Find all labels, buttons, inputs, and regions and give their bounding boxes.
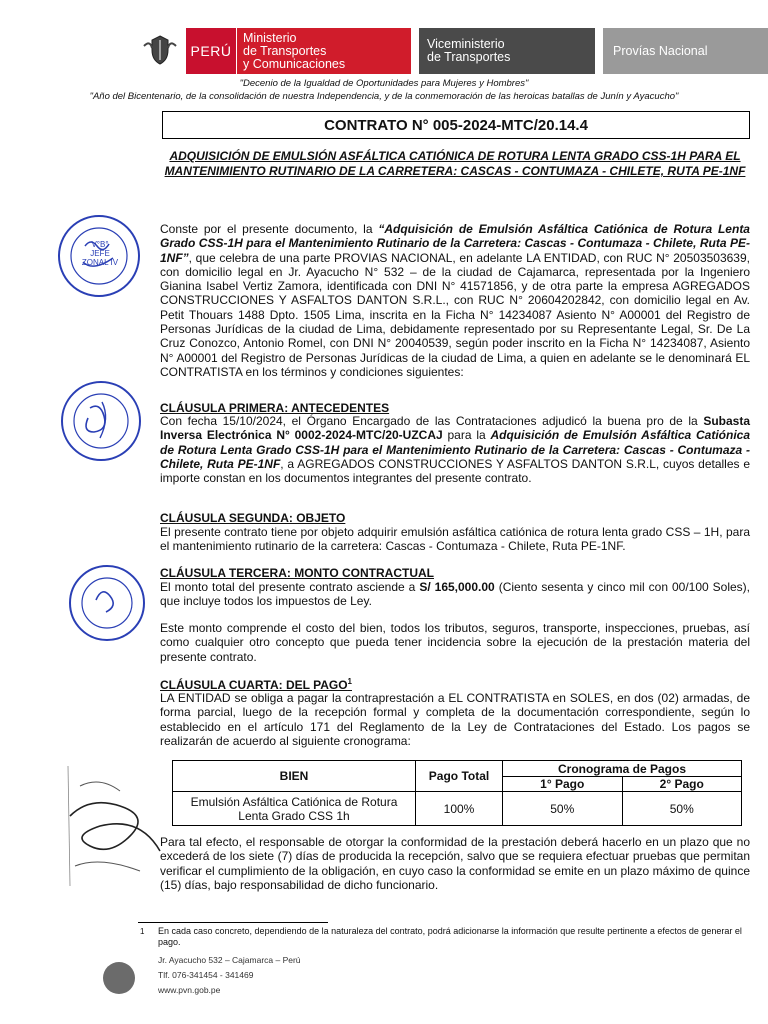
address-line: Jr. Ayacucho 532 – Cajamarca – Perú xyxy=(158,955,301,965)
anio-text: "Año del Bicentenario, de la consolidación de nuestra Independencia, y de la conmemoración de las heroicas batallas de Junín y Ayacucho" xyxy=(89,91,679,102)
viceministry-label xyxy=(419,28,595,74)
clausula-tercera-text-2: Este monto comprende el costo del bien, todos los tributos, seguros, transporte, inspecciones, pruebas, así como cualquier otro concepto que pueda tener incidencia sobre la ejecución de la prestación materia del presente contrato. xyxy=(160,621,750,664)
th-pago-2: 2° Pago xyxy=(622,777,742,792)
intro-part-3: , que celebra de una parte PROVIAS NACIONAL, en adelante LA ENTIDAD, con RUC N° 20503503639, con domicilio legal en Jr. Ayacucho N° 532 – de la ciudad de Cajamarca, representada por la Ingeniero Gianina Isabel Vertiz Zamora, identificada con DNI N° 41571856, y de otra parte la empresa AGREGADOS CONSTRUCCIONES Y ASFALTOS DANTON S.R.L., con RUC N° 20604202842, con domicilio legal en Av. Petit Thouars 1488 Dpto. 1505 Lima, inscrita en la Ficha N° 14234087 Asiento N° A00001 del Registro de Personas Jurídicas de la ciudad de Lima, debidamente representado por su Representante Legal, Sr. De La Cruz Conozco, Antonio Romel, con DNI N° 20040539, según poder inscrito en la Ficha N° 14234087, Asiento N° A00001 del Registro de Personas Jurídicas de la ciudad de Lima, a quien en adelante se le denominará EL CONTRATISTA en los términos y condiciones siguientes: xyxy=(160,250,750,379)
gov-header xyxy=(138,28,768,74)
ministry-line-1: Ministerio xyxy=(243,30,297,45)
td-pago-1: 50% xyxy=(503,792,623,826)
td-pago-2: 50% xyxy=(622,792,742,826)
vice-line-1: Viceministerio xyxy=(427,37,505,51)
td-total: 100% xyxy=(416,792,503,826)
th-cronograma: Cronograma de Pagos xyxy=(503,761,742,777)
clausula-segunda-heading: CLÁUSULA SEGUNDA: OBJETO xyxy=(160,511,346,525)
clausula-cuarta-heading xyxy=(160,677,352,692)
stamp-zonal: ZONAL IV xyxy=(81,258,119,267)
c1-c: para la xyxy=(442,428,491,443)
th-pago-total: Pago Total xyxy=(416,761,503,792)
clausula-cuarta-conformidad: Para tal efecto, el responsable de otorgar la conformidad de la prestación deberá hacerlo en un plazo que no excederá de los siete (7) días de producida la recepción, salvo que se requiera efectuar pruebas que permitan verificar el cumplimiento de la obligación, en cuyo caso la conformidad se emite en un plazo máximo de quince (15) días, bajo responsabilidad de dicho funcionario. xyxy=(160,835,750,892)
footnote-text: En cada caso concreto, dependiendo de la naturaleza del contrato, podrá adicionarse la información que resulte pertinente a efectos de generar el pago. xyxy=(158,926,742,947)
intro-part-2: “Adquisición de Emulsión Asfáltica Catiónica de Rotura Lenta Grado CSS-1H para el Mantenimiento Rutinario de la Carretera: Cascas - Contumaza - Chilete, Ruta PE-1NF” xyxy=(160,222,750,265)
stamp-center-text xyxy=(80,240,120,267)
intro-part-1: Conste por el presente documento, la xyxy=(160,222,379,236)
c4-heading-text: CLÁUSULA CUARTA: DEL PAGO xyxy=(160,678,348,692)
vice-line-2: de Transportes xyxy=(427,50,511,64)
ministry-line-2: de Transportes xyxy=(243,43,327,58)
website-link[interactable]: www.pvn.gob.pe xyxy=(158,985,221,995)
th-bien: BIEN xyxy=(173,761,416,792)
c1-a: Con fecha 15/10/2024, el Órgano Encargado de las Contrataciones adjudicó la buena pro de la xyxy=(160,414,704,428)
agency-label: Provías Nacional xyxy=(603,28,768,74)
clausula-cuarta-text: LA ENTIDAD se obliga a pagar la contraprestación a EL CONTRATISTA en SOLES, en dos (02) armadas, de forma parcial, luego de la recepción formal y completa de la documentación correspondiente, según lo establecido en el artículo 171 del Reglamento de la Ley de Contrataciones del Estado. Los pagos se realizarán de acuerdo al siguiente cronograma: xyxy=(160,691,750,748)
c1-e: , a AGREGADOS CONSTRUCCIONES Y ASFALTOS DANTON S.R.L, cuyos detalles e importe constan en los documentos integrantes del presente contrato. xyxy=(160,456,750,486)
contract-number: CONTRATO N° 005-2024-MTC/20.14.4 xyxy=(162,111,750,139)
ministry-line-3: y Comunicaciones xyxy=(243,56,346,71)
decenio-text: "Decenio de la Igualdad de Oportunidades para Mujeres y Hombres" xyxy=(239,78,529,89)
ministry-label xyxy=(237,28,411,74)
clausula-primera-heading: CLÁUSULA PRIMERA: ANTECEDENTES xyxy=(160,401,390,415)
clausula-tercera-text xyxy=(160,580,750,609)
footer-logo-icon xyxy=(103,962,135,994)
clausula-segunda-text: El presente contrato tiene por objeto adquirir emulsión asfáltica catiónica de rotura lenta grado CSS – 1H, para el mantenimiento rutinario de la carretera: Cascas - Contumaza - Chilete, Ruta PE-1NF. xyxy=(160,525,750,554)
coat-of-arms-icon xyxy=(138,28,182,72)
footnote-divider xyxy=(138,922,328,923)
clausula-tercera-heading: CLÁUSULA TERCERA: MONTO CONTRACTUAL xyxy=(160,566,434,580)
official-stamp-icon xyxy=(66,562,148,644)
td-bien: Emulsión Asfáltica Catiónica de Rotura Lenta Grado CSS 1h xyxy=(173,792,416,826)
stamp-vb: V°B° xyxy=(91,240,109,249)
contract-title: ADQUISICIÓN DE EMULSIÓN ASFÁLTICA CATIÓNICA DE ROTURA LENTA GRADO CSS-1H PARA EL MANTENIMIENTO RUTINARIO DE LA CARRETERA: CASCAS - CONTUMAZA - CHILETE, RUTA PE-1NF xyxy=(164,149,746,178)
table-row xyxy=(173,792,742,826)
payment-schedule-table xyxy=(172,760,742,826)
official-stamp-icon xyxy=(58,378,144,464)
table-header-row xyxy=(173,761,742,777)
c3-amount: S/ 165,000.00 xyxy=(419,580,495,594)
c3-b: (Ciento sesenta y cinco mil con 00/100 Soles), que incluye todos los impuestos de Ley. xyxy=(160,580,751,609)
signature-icon xyxy=(60,756,170,896)
clausula-primera-text xyxy=(160,414,750,485)
peru-label: PERÚ xyxy=(186,28,237,74)
c3-a: El monto total del presente contrato asciende a xyxy=(160,580,420,594)
c4-footnote-ref: 1 xyxy=(347,677,352,686)
c1-d: Adquisición de Emulsión Asfáltica Catiónica de Rotura Lenta Grado CSS-1H para el Mantenimiento Rutinario de la Carretera: Cascas - Contumaza - Chilete, Ruta PE-1NF xyxy=(160,428,750,471)
footnote-number: 1 xyxy=(140,927,145,936)
c1-b: Subasta Inversa Electrónica N° 0002-2024-MTC/20-UZCAJ xyxy=(160,414,750,443)
th-pago-1: 1° Pago xyxy=(503,777,623,792)
stamp-jefe: JEFE xyxy=(90,249,110,258)
phone-line: Tlf. 076-341454 - 341469 xyxy=(158,970,254,980)
intro-paragraph xyxy=(160,222,750,379)
